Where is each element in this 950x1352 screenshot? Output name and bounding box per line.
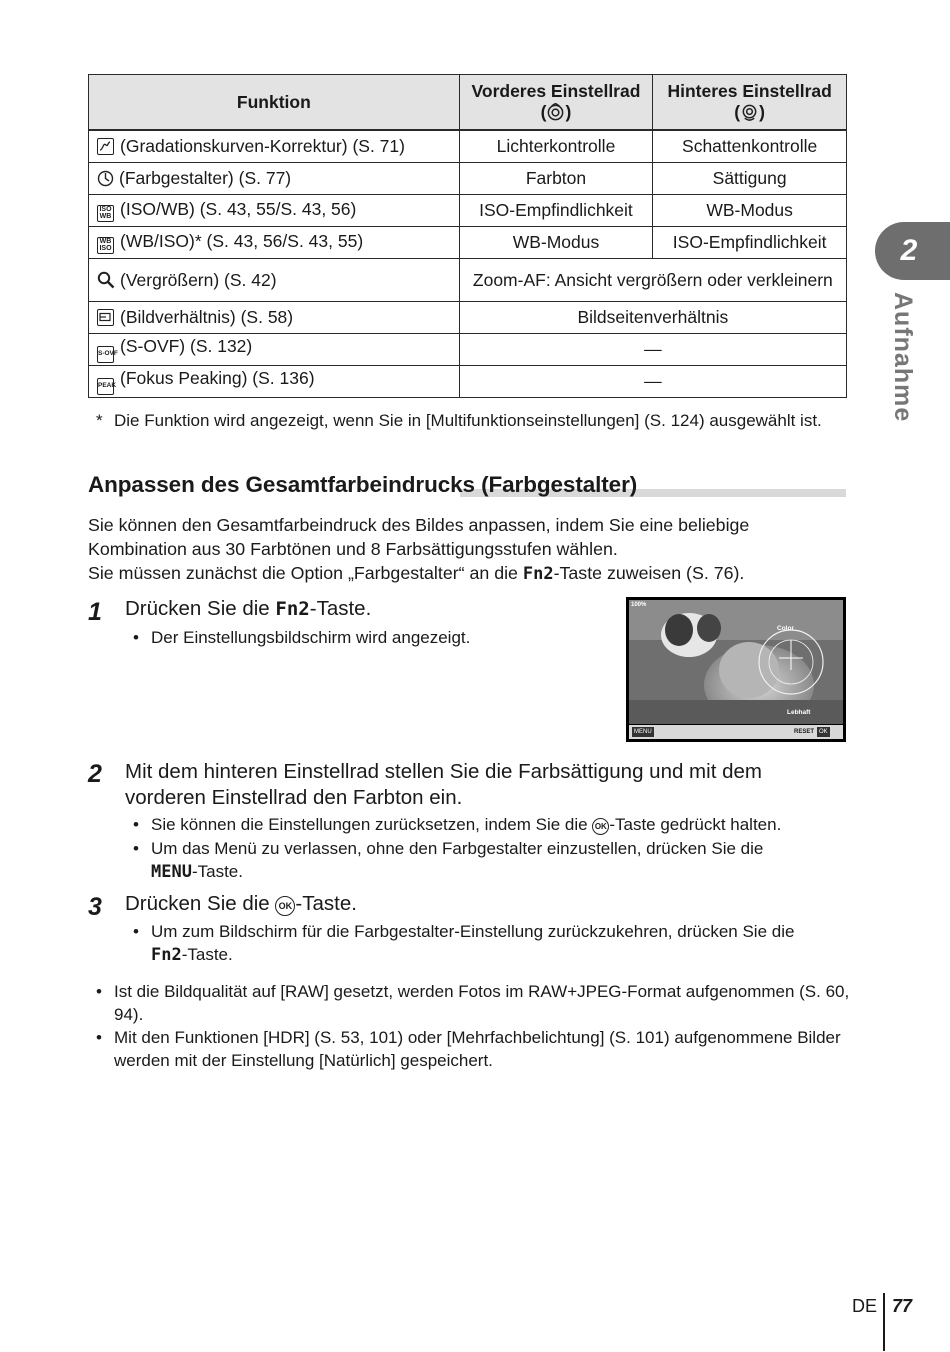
function-cell: PEAK (Fokus Peaking) (S. 136) [89,366,460,398]
rear-dial-cell: Schattenkontrolle [653,130,847,163]
color-label: Color [777,625,794,632]
front-dial-cell: ISO-Empfindlichkeit [459,195,653,227]
function-cell: (Farbgestalter) (S. 77) [89,163,460,195]
front-dial-cell: Lichterkontrolle [459,130,653,163]
merged-cell: Bildseitenverhältnis [459,302,846,334]
ok-label: OK [819,729,828,735]
peak-icon: PEAK [97,378,114,395]
section-intro [88,513,848,586]
header-rear-dial: Hinteres Einstellrad ( ) [653,75,847,131]
footnote-asterisk: * [96,411,103,430]
color-creator-icon [97,170,114,187]
table-row [89,163,847,195]
step-number-3: 3 [88,893,102,921]
step-2-bullet-2: • Um das Menü zu verlassen, ohne den Farbgestalter einzustellen, drücken Sie die MENU-Taste. [133,839,764,882]
vivid-label: Lebhaft [787,709,811,716]
function-cell: (Bildverhältnis) (S. 58) [89,302,460,334]
fn2-key-label: Fn2 [275,598,310,620]
step-number-2: 2 [88,760,102,788]
table-row [89,130,847,163]
function-table [88,74,847,398]
merged-cell: — [459,334,846,366]
table-row [89,227,847,259]
section-title: Anpassen des Gesamtfarbeindrucks (Farbgestalter) [88,472,638,497]
photo-preview [629,600,843,724]
header-function: Funktion [89,75,460,131]
step-number-1: 1 [88,598,102,626]
s-ovf-icon: S-OVF [97,346,114,363]
camera-bottom-bar [629,725,843,739]
camera-screen-illustration [626,597,846,742]
front-dial-icon [546,103,565,122]
step-3-bullet: • Um zum Bildschirm für die Farbgestalter-Einstellung zurückzukehren, drücken Sie die Fn2-Taste. [133,922,795,965]
intro-text-3: -Taste zuweisen (S. 76). [553,563,745,583]
magnify-icon [97,271,115,289]
note-raw: • Ist die Bildqualität auf [RAW] gesetzt, werden Fotos im RAW+JPEG-Format aufgenommen (S. 60, 94). [96,982,850,1024]
step-3-title: Drücken Sie die OK -Taste. [125,892,357,915]
wb-iso-icon: WB ISO [97,237,114,254]
table-row [89,259,847,302]
ok-button-icon: OK [592,818,609,835]
chapter-label: Aufnahme [889,292,917,423]
intro-text-1: Sie können den Gesamtfarbeindruck des Bildes anpassen, indem Sie eine beliebige Kombination aus 30 Farbtönen und 8 Farbsättigungsstufen wählen. [88,515,750,559]
function-cell: WB ISO (WB/ISO)* (S. 43, 56/S. 43, 55) [89,227,460,259]
function-cell: S-OVF (S-OVF) (S. 132) [89,334,460,366]
step-2-title: Mit dem hinteren Einstellrad stellen Sie die Farbsättigung und mit dem vorderen Einstellrad den Farbton ein. [125,760,762,809]
front-dial-cell: Farbton [459,163,653,195]
aspect-ratio-icon [97,309,114,326]
front-dial-cell: WB-Modus [459,227,653,259]
merged-cell: — [459,366,846,398]
table-row [89,302,847,334]
rear-dial-cell: Sättigung [653,163,847,195]
table-row [89,366,847,398]
function-cell: (Vergrößern) (S. 42) [89,259,460,302]
function-cell: ISO WB (ISO/WB) (S. 43, 55/S. 43, 56) [89,195,460,227]
table-header-row [89,75,847,131]
step-1-title: Drücken Sie die Fn2-Taste. [125,597,372,620]
step-1-bullet: • Der Einstellungsbildschirm wird angezeigt. [133,628,471,647]
step-2-bullet-1: • Sie können die Einstellungen zurücksetzen, indem Sie die OK -Taste gedrückt halten. [133,815,782,834]
header-front-dial: Vorderes Einstellrad ( ) [459,75,653,131]
rear-dial-cell: WB-Modus [653,195,847,227]
note-hdr: • Mit den Funktionen [HDR] (S. 53, 101) oder [Mehrfachbelichtung] (S. 101) aufgenommene Bilder werden mit der Einstellung [Natürlich] gespeichert. [96,1028,841,1070]
chapter-number: 2 [900,234,918,267]
footnote-text: Die Funktion wird angezeigt, wenn Sie in [Multifunktionseinstellungen] (S. 124) ausgewählt ist. [114,411,822,430]
rear-dial-icon [740,103,759,122]
reset-label: RESET [794,729,815,735]
gradation-curve-icon [97,138,114,155]
menu-back-button: MENU [634,729,652,735]
page-number: 77 [892,1296,913,1316]
battery-indicator: 100% [631,602,647,608]
table-footnote [96,409,856,432]
function-cell: (Gradationskurven-Korrektur) (S. 71) [89,130,460,163]
table-row [89,195,847,227]
merged-cell: Zoom-AF: Ansicht vergrößern oder verkleinern [459,259,846,302]
rear-dial-cell: ISO-Empfindlichkeit [653,227,847,259]
footer-language: DE [852,1296,878,1316]
fn2-key-label: Fn2 [151,945,182,965]
ok-button-icon: OK [275,896,295,916]
intro-text-2: Sie müssen zunächst die Option „Farbgestalter“ an die [88,563,523,583]
fn2-key-label: Fn2 [522,564,554,584]
table-row [89,334,847,366]
iso-wb-icon: ISO WB [97,205,114,222]
menu-key-label: MENU [151,862,192,882]
footer-divider [883,1293,885,1351]
